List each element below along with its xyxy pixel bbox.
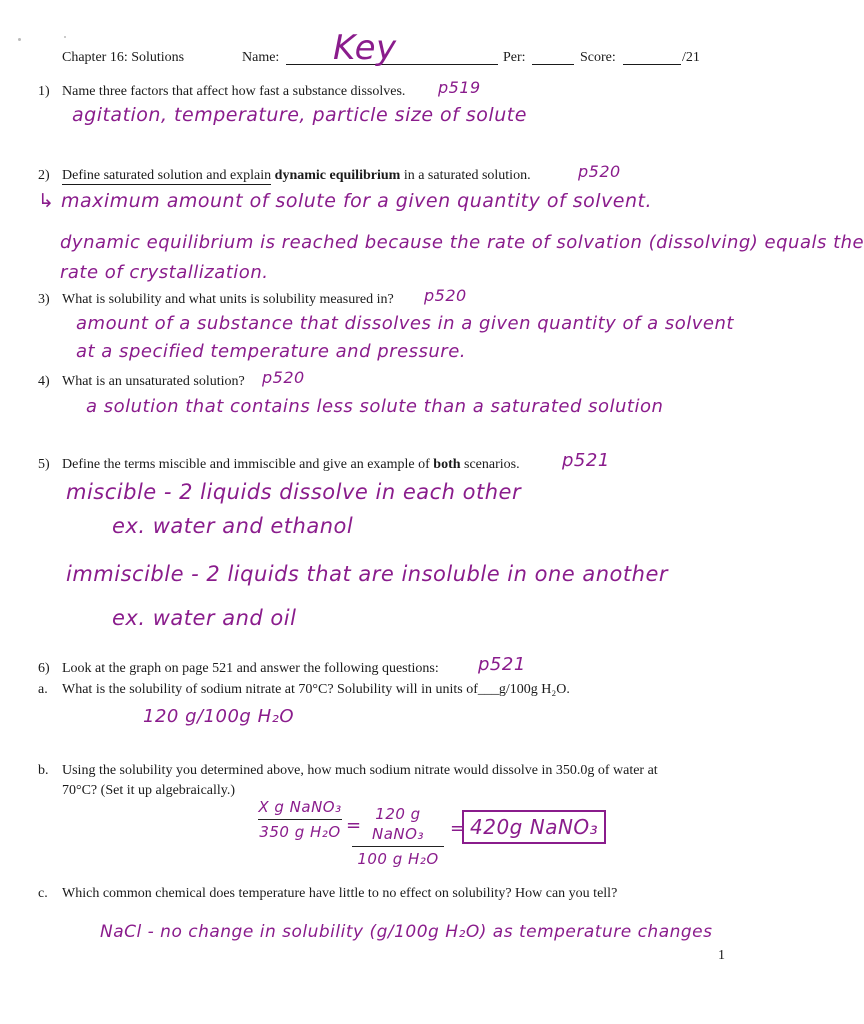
sub-letter: a. bbox=[38, 682, 48, 697]
question-number: 2) bbox=[38, 168, 50, 183]
question-number: 6) bbox=[38, 661, 50, 676]
chapter-title: Chapter 16: Solutions bbox=[62, 50, 185, 65]
name-value: Key bbox=[333, 28, 397, 68]
fraction-unknown bbox=[258, 797, 342, 842]
fraction-bar bbox=[352, 846, 444, 847]
fraction-bar bbox=[258, 819, 342, 820]
fraction-numerator: X g NaNO₃ bbox=[258, 798, 342, 816]
fraction-numerator: 120 g NaNO₃ bbox=[372, 805, 424, 843]
question-2-prefix: Define saturated solution and explain bbox=[62, 168, 272, 183]
boxed-result: 420g NaNO₃ bbox=[462, 810, 606, 844]
answer-line: miscible - 2 liquids dissolve in each other bbox=[66, 480, 522, 504]
fraction-denominator: 100 g H₂O bbox=[357, 850, 439, 868]
period-line bbox=[532, 64, 574, 65]
question-number: 3) bbox=[38, 292, 50, 307]
question-5-text bbox=[62, 457, 520, 473]
answer-line: a solution that contains less solute than a saturated solution bbox=[86, 396, 664, 417]
sub-b-text-line1: Using the solubility you determined above, how much sodium nitrate would dissolve in 350.0g of water at bbox=[62, 763, 658, 778]
page-ref: p520 bbox=[424, 286, 467, 305]
equals-sign: = bbox=[346, 815, 362, 836]
equals-sign: = bbox=[450, 818, 466, 839]
question-2-text bbox=[62, 168, 531, 185]
fraction-denominator: 350 g H₂O bbox=[259, 823, 341, 841]
answer-line: agitation, temperature, particle size of solute bbox=[72, 104, 527, 126]
answer-line: at a specified temperature and pressure. bbox=[76, 341, 467, 362]
sub-letter: b. bbox=[38, 763, 49, 778]
question-2-bold: dynamic equilibrium bbox=[274, 168, 401, 183]
page-number: 1 bbox=[718, 948, 725, 963]
sub-a-units: g/100g H₂O. bbox=[498, 682, 570, 697]
question-4-text: What is an unsaturated solution? bbox=[62, 374, 245, 389]
period-label: Per: bbox=[503, 50, 526, 65]
question-number: 4) bbox=[38, 374, 50, 389]
question-5-suffix: scenarios. bbox=[464, 457, 520, 472]
page-ref: p519 bbox=[438, 78, 481, 97]
sub-a-text bbox=[62, 682, 570, 698]
answer-line: immiscible - 2 liquids that are insoluble in one another bbox=[66, 562, 668, 586]
answer-line: ex. water and oil bbox=[112, 606, 297, 630]
question-3-text: What is solubility and what units is solubility measured in? bbox=[62, 292, 394, 307]
scan-mark bbox=[18, 38, 21, 41]
score-total: /21 bbox=[682, 50, 700, 65]
question-number: 5) bbox=[38, 457, 50, 472]
answer-line: rate of crystallization. bbox=[60, 262, 269, 283]
sub-c-answer: NaCl - no change in solubility (g/100g H₂O) as temperature changes bbox=[100, 922, 713, 942]
sub-a-prefix: What is the solubility of sodium nitrate at 70°C? Solubility will in units of bbox=[62, 682, 478, 697]
sub-c-text: Which common chemical does temperature have little to no effect on solubility? How can you tell? bbox=[62, 886, 618, 901]
page-ref: p520 bbox=[578, 162, 621, 181]
question-6-text: Look at the graph on page 521 and answer the following questions: bbox=[62, 661, 439, 676]
score-label: Score: bbox=[580, 50, 616, 65]
page-ref: p521 bbox=[478, 654, 526, 675]
sub-letter: c. bbox=[38, 886, 48, 901]
scan-mark bbox=[64, 36, 66, 38]
question-5-bold: both bbox=[433, 457, 461, 472]
question-2-suffix: in a saturated solution. bbox=[403, 168, 531, 183]
question-number: 1) bbox=[38, 84, 50, 99]
answer-line: dynamic equilibrium is reached because the rate of solvation (dissolving) equals the bbox=[60, 232, 864, 253]
answer-line: amount of a substance that dissolves in a given quantity of a solvent bbox=[76, 313, 734, 334]
page-ref: p520 bbox=[262, 368, 305, 387]
question-5-prefix: Define the terms miscible and immiscible and give an example of bbox=[62, 457, 430, 472]
answer-line: ↳ maximum amount of solute for a given quantity of solvent. bbox=[38, 190, 653, 212]
fraction-solubility bbox=[352, 804, 444, 869]
page-ref: p521 bbox=[562, 450, 610, 471]
units-blank: ___ bbox=[477, 682, 499, 697]
answer-line: ex. water and ethanol bbox=[112, 514, 354, 538]
sub-a-answer: 120 g/100g H₂O bbox=[143, 706, 294, 727]
name-label: Name: bbox=[242, 50, 280, 65]
question-1-text: Name three factors that affect how fast a substance dissolves. bbox=[62, 84, 406, 99]
score-line bbox=[623, 64, 681, 65]
sub-b-text-line2: 70°C? (Set it up algebraically.) bbox=[62, 783, 236, 798]
